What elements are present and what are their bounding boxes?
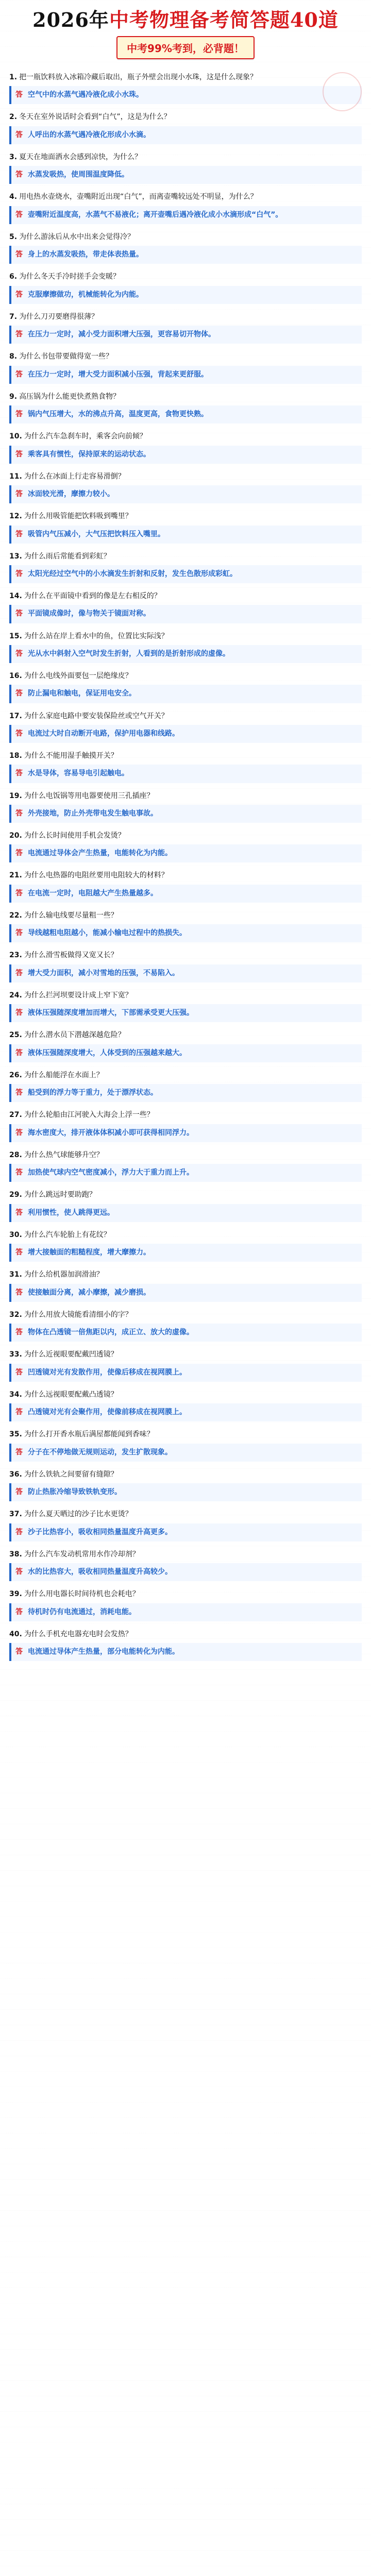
qa-item — [9, 551, 362, 583]
qa-item — [9, 1389, 362, 1421]
answer-text: 分子在不停地做无规则运动，发生扩散现象。 — [28, 1448, 172, 1456]
answer — [9, 286, 362, 304]
qa-item — [9, 790, 362, 823]
answer-text: 液体压强随深度增加而增大，下部需承受更大压强。 — [28, 1009, 194, 1018]
answer — [9, 765, 362, 783]
qa-item — [9, 1029, 362, 1062]
answer-text: 凸透镜对光有会聚作用，使像前移成在视网膜上。 — [28, 1408, 187, 1417]
answer-tag: 答 — [15, 769, 23, 778]
answer-tag: 答 — [15, 729, 23, 738]
answer-tag: 答 — [15, 649, 23, 658]
qa-item — [9, 1349, 362, 1381]
answer — [9, 1124, 362, 1142]
qa-item — [9, 271, 362, 303]
question-number: 18. — [9, 752, 22, 760]
question — [9, 391, 362, 402]
answer-text: 加热使气球内空气密度减小，浮力大于重力而上升。 — [28, 1168, 194, 1177]
question — [9, 191, 362, 202]
answer — [9, 1324, 362, 1342]
question-text: 为什么夏天晒过的沙子比水更烫？ — [24, 1510, 132, 1519]
answer-text: 电流过大时自动断开电路，保护用电器和线路。 — [28, 729, 179, 738]
answer — [9, 645, 362, 663]
answer — [9, 526, 362, 544]
question-text: 高压锅为什么能更快煮熟食物？ — [19, 392, 121, 401]
qa-list — [0, 66, 371, 1684]
answer — [9, 1563, 362, 1581]
answer — [9, 1523, 362, 1541]
qa-item — [9, 830, 362, 862]
page-header — [0, 0, 371, 66]
answer-text: 吸管内气压减小，大气压把饮料压入嘴里。 — [28, 530, 165, 538]
answer — [9, 1444, 362, 1462]
answer — [9, 405, 362, 423]
question-text: 为什么铁轨之间要留有缝隙？ — [24, 1470, 118, 1479]
question-number: 9. — [9, 392, 18, 401]
question — [9, 910, 362, 921]
answer-text: 人呼出的水蒸气遇冷液化形成小水滴。 — [28, 130, 150, 139]
answer-text: 凹透镜对光有发散作用，使像后移成在视网膜上。 — [28, 1368, 187, 1377]
answer-text: 水蒸发吸热，使周围温度降低。 — [28, 171, 129, 179]
answer — [9, 1643, 362, 1661]
answer — [9, 206, 362, 224]
question-number: 30. — [9, 1230, 22, 1239]
answer-text: 在压力一定时，增大受力面积减小压强，背起来更舒服。 — [28, 370, 208, 379]
question-text: 把一瓶饮料放入冰箱冷藏后取出，瓶子外壁会出现小水珠，这是什么现象？ — [19, 73, 258, 81]
question — [9, 151, 362, 163]
answer — [9, 326, 362, 344]
qa-item — [9, 311, 362, 344]
question-text: 为什么雨后常能看到彩虹？ — [24, 552, 111, 561]
question-number: 26. — [9, 1071, 22, 1079]
answer-tag: 答 — [15, 1128, 23, 1137]
question-text: 为什么汽车发动机常用水作冷却剂？ — [24, 1550, 140, 1558]
answer-text: 乘客具有惯性，保持原来的运动状态。 — [28, 450, 150, 459]
question-number: 37. — [9, 1510, 22, 1519]
question — [9, 1149, 362, 1161]
question-number: 17. — [9, 711, 22, 720]
answer — [9, 366, 362, 384]
answer-tag: 答 — [15, 1089, 23, 1097]
question — [9, 1189, 362, 1200]
question-number: 40. — [9, 1630, 22, 1638]
qa-item — [9, 351, 362, 383]
question — [9, 1229, 362, 1241]
question-number: 28. — [9, 1150, 22, 1159]
question-text: 为什么轮船由江河驶入大海会上浮一些？ — [24, 1111, 154, 1120]
answer — [9, 485, 362, 503]
qa-item — [9, 590, 362, 623]
page-title — [11, 9, 360, 31]
question-number: 8. — [9, 352, 18, 361]
title-year: 2026年 — [32, 8, 109, 31]
question-text: 为什么冬天手冷时搓手会变暖？ — [19, 273, 121, 281]
answer-tag: 答 — [15, 1528, 23, 1536]
answer-tag: 答 — [15, 809, 23, 818]
answer-text: 空气中的水蒸气遇冷液化成小水珠。 — [28, 91, 143, 99]
question-number: 34. — [9, 1390, 22, 1399]
answer — [9, 805, 362, 823]
answer — [9, 1204, 362, 1222]
question — [9, 72, 362, 83]
answer-text: 增大接触面的粗糙程度，增大摩擦力。 — [28, 1248, 150, 1257]
question-number: 11. — [9, 472, 22, 481]
question-number: 27. — [9, 1111, 22, 1120]
qa-item — [9, 72, 362, 104]
answer — [9, 924, 362, 942]
question — [9, 551, 362, 562]
answer — [9, 1603, 362, 1621]
question-text: 为什么输电线要尽量粗一些？ — [24, 911, 118, 920]
question — [9, 231, 362, 243]
qa-item — [9, 631, 362, 663]
subtitle-banner: 中考99%考到，必背题！ — [116, 36, 255, 59]
qa-item — [9, 1229, 362, 1262]
answer-tag: 答 — [15, 171, 23, 179]
qa-item — [9, 1309, 362, 1342]
answer-tag: 答 — [15, 450, 23, 459]
qa-item — [9, 431, 362, 463]
answer — [9, 1244, 362, 1262]
question-number: 5. — [9, 232, 18, 241]
answer-tag: 答 — [15, 410, 23, 419]
qa-item — [9, 231, 362, 264]
answer — [9, 166, 362, 184]
answer — [9, 1284, 362, 1302]
qa-item — [9, 670, 362, 703]
question-text: 为什么在冰面上行走容易滑倒？ — [24, 472, 125, 481]
answer-text: 光从水中斜射入空气时发生折射，人看到的是折射形成的虚像。 — [28, 649, 230, 658]
question — [9, 311, 362, 323]
answer-text: 水是导体，容易导电引起触电。 — [28, 769, 129, 778]
answer-tag: 答 — [15, 1648, 23, 1656]
answer-tag: 答 — [15, 889, 23, 897]
question-number: 23. — [9, 951, 22, 960]
answer-tag: 答 — [15, 1448, 23, 1456]
answer-text: 防止热胀冷缩导致铁轨变形。 — [28, 1488, 122, 1497]
question — [9, 351, 362, 362]
qa-item — [9, 1469, 362, 1501]
question — [9, 870, 362, 881]
question-number: 1. — [9, 73, 18, 81]
question — [9, 710, 362, 722]
answer — [9, 885, 362, 903]
question-text: 为什么家庭电路中要安装保险丝或空气开关？ — [24, 711, 168, 720]
answer-tag: 答 — [15, 1607, 23, 1616]
question-text: 为什么打开香水瓶后满屋都能闻到香味？ — [24, 1430, 154, 1439]
question-text: 为什么拦河坝要设计成上窄下宽？ — [24, 991, 132, 999]
question-number: 36. — [9, 1470, 22, 1479]
question — [9, 1389, 362, 1400]
answer-text: 锅内气压增大，水的沸点升高，温度更高，食物更快熟。 — [28, 410, 208, 419]
qa-item — [9, 151, 362, 184]
question-number: 10. — [9, 432, 22, 441]
question-number: 25. — [9, 1031, 22, 1040]
answer-text: 电流通过导体会产生热量，电能转化为内能。 — [28, 849, 172, 858]
answer-tag: 答 — [15, 1208, 23, 1217]
question-text: 夏天在地面洒水会感到凉快，为什么？ — [19, 152, 142, 161]
answer-tag: 答 — [15, 929, 23, 938]
answer — [9, 86, 362, 104]
qa-item — [9, 111, 362, 144]
qa-item — [9, 910, 362, 942]
question-text: 为什么不能用湿手触摸开关？ — [24, 752, 118, 760]
answer-tag: 答 — [15, 290, 23, 299]
answer-text: 导线越粗电阻越小，能减小输电过程中的热损失。 — [28, 929, 187, 938]
question-text: 为什么电线外面要包一层绝缘皮？ — [24, 672, 132, 681]
question-number: 32. — [9, 1310, 22, 1319]
answer-tag: 答 — [15, 570, 23, 578]
answer-text: 物体在凸透镜一倍焦距以内，成正立、放大的虚像。 — [28, 1328, 194, 1337]
qa-item — [9, 990, 362, 1022]
answer-tag: 答 — [15, 1568, 23, 1577]
question — [9, 1070, 362, 1081]
answer — [9, 725, 362, 743]
question — [9, 1309, 362, 1320]
watermark-stamp — [323, 72, 362, 111]
question — [9, 431, 362, 442]
question-text: 为什么站在岸上看水中的鱼，位置比实际浅？ — [24, 632, 168, 640]
qa-item — [9, 1629, 362, 1661]
title-main: 中考物理备考简答题40道 — [109, 8, 339, 31]
answer-text: 在压力一定时，减小受力面积增大压强，更容易切开物体。 — [28, 330, 215, 339]
question-text: 为什么远视眼要配戴凸透镜？ — [24, 1390, 118, 1399]
answer-text: 待机时仍有电流通过，消耗电能。 — [28, 1607, 136, 1616]
answer — [9, 1164, 362, 1182]
answer-tag: 答 — [15, 130, 23, 139]
question-number: 38. — [9, 1550, 22, 1558]
qa-item — [9, 1588, 362, 1621]
question-text: 为什么船能浮在水面上？ — [24, 1071, 104, 1079]
answer-text: 电流通过导体产生热量，部分电能转化为内能。 — [28, 1648, 179, 1656]
answer-text: 身上的水蒸发吸热，带走体表热量。 — [28, 250, 143, 259]
question-number: 21. — [9, 871, 22, 880]
question-text: 为什么用吸管能把饮料吸到嘴里？ — [24, 512, 132, 521]
answer-text: 太阳光经过空气中的小水滴发生折射和反射，发生色散形成彩虹。 — [28, 570, 237, 578]
question-text: 为什么电热器的电阻丝要用电阻较大的材料？ — [24, 871, 168, 880]
answer-tag: 答 — [15, 1248, 23, 1257]
answer-tag: 答 — [15, 1328, 23, 1337]
answer-tag: 答 — [15, 1408, 23, 1417]
question-text: 为什么汽车轮胎上有花纹？ — [24, 1230, 111, 1239]
answer-tag: 答 — [15, 1009, 23, 1018]
qa-item — [9, 391, 362, 423]
answer-tag: 答 — [15, 250, 23, 259]
question-text: 为什么在平面镜中看到的像是左右相反的？ — [24, 592, 161, 601]
answer-tag: 答 — [15, 849, 23, 858]
question — [9, 990, 362, 1001]
question — [9, 1588, 362, 1600]
answer-tag: 答 — [15, 1368, 23, 1377]
answer-text: 平面镜成像时，像与物关于镜面对称。 — [28, 609, 150, 618]
question-number: 31. — [9, 1270, 22, 1279]
question-number: 22. — [9, 911, 22, 920]
question — [9, 1349, 362, 1360]
question-number: 14. — [9, 592, 22, 601]
qa-item — [9, 1269, 362, 1301]
question — [9, 1109, 362, 1121]
answer-text: 冰面较光滑，摩擦力较小。 — [28, 490, 114, 499]
question — [9, 1509, 362, 1520]
qa-item — [9, 1429, 362, 1461]
question-text: 为什么用放大镜能看清细小的字？ — [24, 1310, 132, 1319]
answer — [9, 964, 362, 982]
question-number: 19. — [9, 791, 22, 800]
answer-text: 沙子比热容小，吸收相同热量温度升高更多。 — [28, 1528, 172, 1536]
question-text: 为什么游泳后从水中出来会觉得冷？ — [19, 232, 135, 241]
answer — [9, 605, 362, 623]
answer — [9, 126, 362, 144]
answer-tag: 答 — [15, 1488, 23, 1497]
question-number: 39. — [9, 1590, 22, 1599]
question — [9, 670, 362, 682]
qa-item — [9, 1109, 362, 1142]
question-number: 13. — [9, 552, 22, 561]
question-text: 为什么书包带要做得宽一些？ — [19, 352, 113, 361]
question — [9, 1469, 362, 1480]
question — [9, 1429, 362, 1440]
question — [9, 790, 362, 802]
question — [9, 1269, 362, 1280]
answer-tag: 答 — [15, 210, 23, 219]
answer-tag: 答 — [15, 689, 23, 698]
question — [9, 471, 362, 482]
question-number: 29. — [9, 1191, 22, 1199]
answer — [9, 565, 362, 583]
question-text: 为什么电饭锅等用电器要使用三孔插座？ — [24, 791, 154, 800]
answer-tag: 答 — [15, 609, 23, 618]
question-text: 为什么近视眼要配戴凹透镜？ — [24, 1350, 118, 1359]
qa-item — [9, 191, 362, 224]
question-text: 为什么潜水员下潜越深越危险？ — [24, 1031, 125, 1040]
question-text: 为什么手机充电器充电时会发热？ — [24, 1630, 132, 1638]
question-number: 24. — [9, 991, 22, 999]
answer — [9, 246, 362, 264]
qa-item — [9, 1070, 362, 1102]
question-text: 为什么滑雪板做得又宽又长？ — [24, 951, 118, 960]
answer — [9, 1084, 362, 1102]
question — [9, 271, 362, 282]
question — [9, 590, 362, 602]
answer-text: 壶嘴附近温度高，水蒸气不易液化；离开壶嘴后遇冷液化成小水滴形成“白气”。 — [28, 210, 283, 219]
answer-tag: 答 — [15, 370, 23, 379]
answer-tag: 答 — [15, 91, 23, 99]
qa-item — [9, 471, 362, 503]
qa-item — [9, 1549, 362, 1581]
question-number: 2. — [9, 113, 18, 122]
answer — [9, 844, 362, 862]
qa-item — [9, 1149, 362, 1182]
question-text: 用电热水壶烧水，壶嘴附近出现“白气”，而离壶嘴较远处不明显，为什么？ — [19, 193, 258, 201]
answer-tag: 答 — [15, 490, 23, 499]
answer-text: 增大受力面积，减小对雪地的压强，不易陷入。 — [28, 969, 179, 977]
question — [9, 1629, 362, 1640]
answer — [9, 1364, 362, 1382]
answer-text: 外壳接地，防止外壳带电发生触电事故。 — [28, 809, 158, 818]
question — [9, 830, 362, 841]
question-text: 为什么长时间使用手机会发烫？ — [24, 832, 125, 840]
question-text: 冬天在室外说话时会看到“白气”，这是为什么？ — [19, 113, 171, 122]
answer-text: 液体压强随深度增大，人体受到的压强越来越大。 — [28, 1048, 187, 1057]
answer-text: 水的比热容大，吸收相同热量温度升高较少。 — [28, 1568, 172, 1577]
question — [9, 950, 362, 961]
qa-item — [9, 1509, 362, 1541]
question-text: 为什么给机器加润滑油？ — [24, 1270, 104, 1279]
answer-text: 使接触面分离，减小摩擦，减少磨损。 — [28, 1288, 150, 1297]
question — [9, 1029, 362, 1041]
answer — [9, 1004, 362, 1022]
question — [9, 511, 362, 522]
qa-item — [9, 710, 362, 743]
answer — [9, 1044, 362, 1062]
question-text: 为什么用电器长时间待机也会耗电？ — [24, 1590, 140, 1599]
question — [9, 631, 362, 642]
question-text: 为什么跳远时要助跑？ — [24, 1191, 96, 1199]
answer-tag: 答 — [15, 1048, 23, 1057]
question-text: 为什么刀刃要磨得很薄？ — [19, 312, 99, 321]
question-number: 4. — [9, 193, 18, 201]
question-number: 16. — [9, 672, 22, 681]
answer-text: 海水密度大，排开液体体积减小即可获得相同浮力。 — [28, 1128, 194, 1137]
answer-tag: 答 — [15, 530, 23, 538]
question-number: 33. — [9, 1350, 22, 1359]
question — [9, 750, 362, 761]
answer-text: 防止漏电和触电，保证用电安全。 — [28, 689, 136, 698]
answer-text: 利用惯性，使人跳得更远。 — [28, 1208, 114, 1217]
qa-item — [9, 750, 362, 783]
question — [9, 111, 362, 123]
question-number: 12. — [9, 512, 22, 521]
answer-text: 克服摩擦做功，机械能转化为内能。 — [28, 290, 143, 299]
answer-tag: 答 — [15, 1288, 23, 1297]
answer-tag: 答 — [15, 969, 23, 977]
question-number: 35. — [9, 1430, 22, 1439]
answer — [9, 685, 362, 703]
answer — [9, 1483, 362, 1501]
answer-tag: 答 — [15, 1168, 23, 1177]
question-number: 7. — [9, 312, 18, 321]
question — [9, 1549, 362, 1560]
answer-text: 在电流一定时，电阻越大产生热量越多。 — [28, 889, 158, 897]
answer — [9, 1403, 362, 1421]
question-number: 6. — [9, 273, 18, 281]
answer-tag: 答 — [15, 330, 23, 339]
question-text: 为什么汽车急刹车时，乘客会向前倾？ — [24, 432, 147, 441]
answer-text: 船受到的浮力等于重力，处于漂浮状态。 — [28, 1089, 158, 1097]
qa-item — [9, 511, 362, 543]
question-number: 15. — [9, 632, 22, 640]
question-number: 3. — [9, 152, 18, 161]
qa-item — [9, 950, 362, 982]
answer — [9, 446, 362, 464]
question-number: 20. — [9, 832, 22, 840]
qa-item — [9, 870, 362, 902]
qa-item — [9, 1189, 362, 1222]
question-text: 为什么热气球能够升空？ — [24, 1150, 104, 1159]
